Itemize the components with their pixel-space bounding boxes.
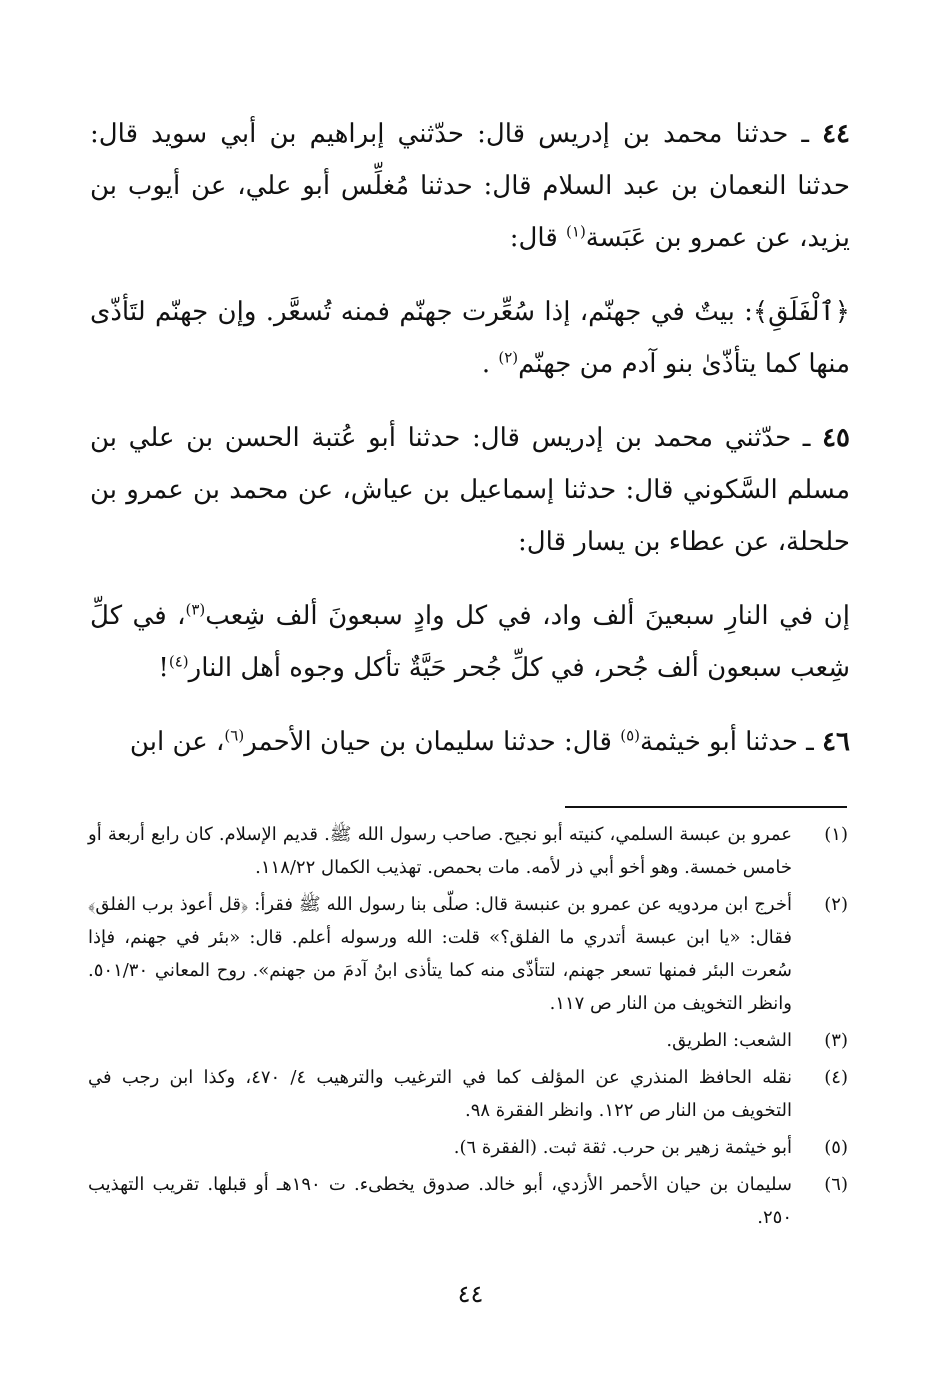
quote-text: !	[158, 653, 169, 683]
footnote-ref: (٣)	[185, 600, 206, 619]
paragraph-text: قال:	[509, 223, 567, 253]
paragraph-text: ـ حدثنا أبو خيثمة	[640, 727, 823, 757]
footnote-ref: (٥)	[620, 726, 641, 745]
footnote	[88, 1131, 848, 1164]
footnote-number: (٦)	[824, 1174, 848, 1195]
footnote-ref: (٤)	[168, 652, 189, 671]
paragraph-text: ـ حدثنا محمد بن إدريس قال: حدّثني إبراهيم بن أبي سويد قال: حدثنا النعمان بن عبد السلام قال: حدثنا مُغلِّس أبو علي، عن أيوب بن يزيد، عن عمرو بن عَبَسة	[90, 119, 850, 253]
paragraph-number: ٤٦	[822, 727, 850, 757]
paragraph-46	[90, 716, 850, 768]
footnote-number: (٥)	[824, 1137, 848, 1158]
footnote	[88, 1168, 848, 1234]
paragraph-text: ـ حدّثني محمد بن إدريس قال: حدثنا أبو عُتبة الحسن بن علي بن مسلم السَّكوني قال: حدثنا إسماعيل بن عياش، عن محمد بن عمرو بن حلحلة، عن عطاء بن يسار قال:	[90, 423, 850, 557]
footnote-ref: (١)	[566, 222, 586, 241]
quote-44	[90, 286, 850, 390]
quote-text: ﴿ٱلْفَلَقِ﴾: بيتٌ في جهنّم، إذا سُعِّرت جهنّم فمنه تُسعَّر. وإن جهنّم لتَأذّى منها كما يتأذّىٰ بنو آدم من جهنّم	[90, 297, 850, 379]
footnote-number: (٣)	[824, 1030, 848, 1051]
footnote	[88, 1024, 848, 1057]
paragraph-number: ٤٤	[822, 119, 850, 149]
footnote-ref: (٢)	[498, 348, 519, 367]
paragraph-text: قال: حدثنا سليمان بن حيان الأحمر	[244, 727, 621, 757]
quote-text: .	[481, 349, 499, 379]
footnote-text: عمرو بن عبسة السلمي، كنيته أبو نجيح. صاحب رسول الله ﷺ. قديم الإسلام. كان رابع أربعة أو خامس خمسة. وهو أخو أبي ذر لأمه. مات بحمص. تهذيب الكمال ١١٨/٢٢.	[88, 824, 792, 878]
quote-text: ، في كلِّ شِعب سبعون ألف جُحر، في كلِّ جُحر حَيَّةٌ تأكل وجوه أهل النار	[90, 601, 850, 683]
footnote	[88, 1061, 848, 1127]
main-text	[90, 108, 850, 768]
footnote	[88, 888, 848, 1020]
footnote-number: (٢)	[824, 894, 848, 915]
footnote-number: (١)	[824, 824, 848, 845]
footnote-text: الشعب: الطريق.	[666, 1030, 792, 1051]
paragraph-45	[90, 412, 850, 568]
quote-45	[90, 590, 850, 694]
paragraph-44	[90, 108, 850, 264]
paragraph-text: ، عن ابن	[129, 727, 225, 757]
footnote-text: سليمان بن حيان الأحمر الأزدي، أبو خالد. صدوق يخطىء. ت ١٩٠هـ أو قبلها. تقريب التهذيب ٢٥٠.	[88, 1174, 793, 1228]
footnote-number: (٤)	[824, 1067, 848, 1088]
footnote-ref: (٦)	[224, 726, 245, 745]
quote-text: إن في النارِ سبعينَ ألف واد، في كل وادٍ سبعونَ ألف شِعب	[205, 601, 850, 631]
footnote-separator	[565, 806, 847, 808]
page-number: ٤٤	[457, 1280, 484, 1308]
paragraph-number: ٤٥	[822, 423, 850, 453]
footnote-text: أبو خيثمة زهير بن حرب. ثقة ثبت. (الفقرة ٦).	[453, 1137, 792, 1158]
footnotes	[88, 818, 848, 1238]
footnote-text: نقله الحافظ المنذري عن المؤلف كما في الترغيب والترهيب ٤/ ٤٧٠، وكذا ابن رجب في التخويف من النار ص ١٢٢. وانظر الفقرة ٩٨.	[88, 1067, 792, 1121]
footnote	[88, 818, 848, 884]
footnote-text: أخرج ابن مردويه عن عمرو بن عنبسة قال: صلّى بنا رسول الله ﷺ فقرأ: ﴿قل أعوذ برب الفلق﴾ فقال: «يا ابن عبسة أتدري ما الفلق؟» قلت: الله ورسوله أعلم. قال: «بئر في جهنم، فإذا سُعرت البئر فمنها تسعر جهنم، لتتأذّى منه كما يتأذى ابنُ آدمَ من جهنم». روح المعاني ٥٠١/٣٠. وانظر التخويف من النار ص ١١٧.	[88, 894, 792, 1014]
